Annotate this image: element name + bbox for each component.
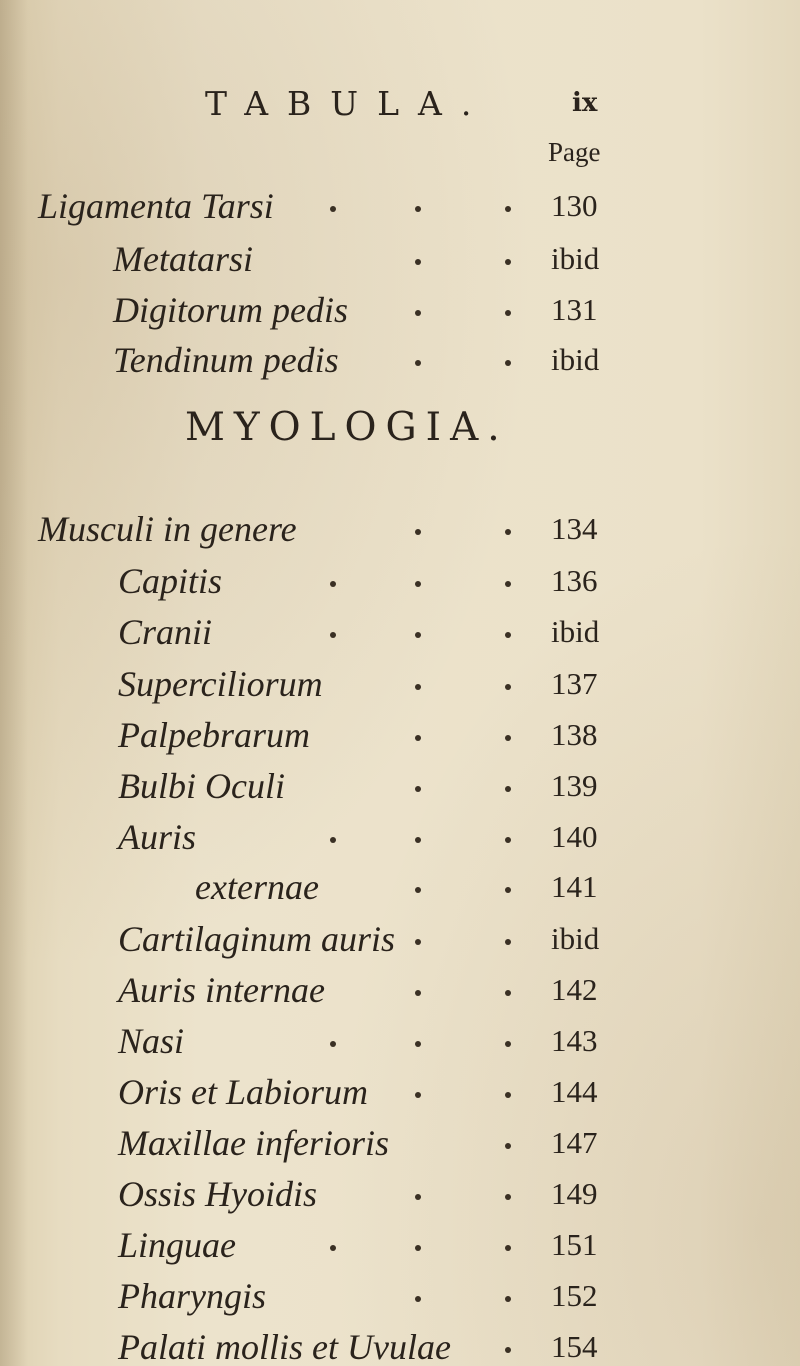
index-entry (0, 764, 800, 808)
index-entry (0, 1172, 800, 1216)
index-entry (0, 610, 800, 654)
entry-name: Ligamenta Tarsi (38, 186, 274, 226)
entry-name: Ossis Hyoidis (118, 1174, 318, 1214)
entry-name: Nasi (118, 1021, 185, 1061)
index-entry (0, 1325, 800, 1366)
entry-page-number: 140 (551, 819, 598, 854)
section-heading: MYOLOGIA. (185, 405, 509, 450)
leader-dot (505, 1041, 511, 1047)
entry-page-number: 141 (551, 869, 598, 904)
index-entry (0, 1019, 800, 1063)
entry-page-number: 154 (551, 1329, 598, 1364)
leader-dot (505, 581, 511, 587)
leader-dot (505, 1092, 511, 1098)
entry-name: Palati mollis et Uvulae (118, 1327, 451, 1366)
leader-dot (505, 939, 511, 945)
entry-page-number: 147 (551, 1125, 598, 1160)
entry-name: Digitorum pedis (113, 290, 349, 330)
leader-dot (415, 1245, 421, 1251)
entry-page-number: ibid (551, 342, 600, 377)
leader-dot (415, 310, 421, 316)
leader-dot (415, 990, 421, 996)
leader-dot (505, 990, 511, 996)
leader-dot (505, 887, 511, 893)
index-entry (0, 338, 800, 382)
leader-dot (415, 939, 421, 945)
leader-dot (330, 632, 336, 638)
entry-name: Superciliorum (118, 664, 323, 704)
leader-dot (415, 1194, 421, 1200)
leader-dot (330, 1041, 336, 1047)
leader-dot (505, 310, 511, 316)
leader-dot (505, 360, 511, 366)
leader-dot (505, 529, 511, 535)
entry-page-number: 138 (551, 717, 598, 752)
leader-dot (415, 581, 421, 587)
entry-name: externae (195, 867, 319, 907)
entry-name: Metatarsi (113, 239, 253, 279)
leader-dot (330, 206, 336, 212)
entry-page-number: 143 (551, 1023, 598, 1058)
entry-name: Bulbi Oculi (118, 766, 285, 806)
entry-name: Linguae (118, 1225, 237, 1265)
entry-page-number: 136 (551, 563, 598, 598)
leader-dot (505, 735, 511, 741)
entry-name: Auris internae (118, 970, 325, 1010)
leader-dot (505, 1143, 511, 1149)
entry-page-number: 144 (551, 1074, 598, 1109)
page-title: TABULA. (205, 84, 491, 123)
entry-page-number: 131 (551, 292, 598, 327)
entry-name: Tendinum pedis (113, 340, 339, 380)
entry-name: Auris (118, 817, 197, 857)
index-entry (0, 968, 800, 1012)
entry-page-number: 151 (551, 1227, 598, 1262)
index-entry (0, 917, 800, 961)
leader-dot (330, 581, 336, 587)
leader-dot (415, 1092, 421, 1098)
leader-dot (330, 837, 336, 843)
leader-dot (415, 837, 421, 843)
leader-dot (505, 259, 511, 265)
leader-dot (330, 1245, 336, 1251)
index-entry (0, 865, 800, 909)
leader-dot (415, 529, 421, 535)
leader-dot (415, 1296, 421, 1302)
leader-dot (415, 786, 421, 792)
entry-page-number: ibid (551, 614, 600, 649)
leader-dot (415, 887, 421, 893)
index-entry (0, 184, 800, 228)
page-column-label: Page (548, 137, 601, 167)
entry-name: Maxillae inferioris (118, 1123, 389, 1163)
leader-dot (505, 1245, 511, 1251)
leader-dot (505, 1194, 511, 1200)
entry-name: Cartilaginum auris (118, 919, 396, 959)
entry-page-number: 149 (551, 1176, 598, 1211)
index-entry (0, 237, 800, 281)
folio-number: ix (572, 88, 598, 118)
leader-dot (415, 360, 421, 366)
leader-dot (415, 259, 421, 265)
index-entry (0, 507, 800, 551)
index-entry (0, 1121, 800, 1165)
entry-page-number: 137 (551, 666, 598, 701)
leader-dot (505, 684, 511, 690)
index-entry (0, 1070, 800, 1114)
entry-page-number: 139 (551, 768, 598, 803)
leader-dot (505, 1347, 511, 1353)
leader-dot (415, 632, 421, 638)
entry-page-number: ibid (551, 241, 600, 276)
index-entry (0, 1223, 800, 1267)
leader-dot (505, 632, 511, 638)
index-entry (0, 559, 800, 603)
leader-dot (505, 786, 511, 792)
leader-dot (415, 684, 421, 690)
leader-dot (415, 1041, 421, 1047)
entry-name: Palpebrarum (118, 715, 310, 755)
leader-dot (505, 1296, 511, 1302)
entry-name: Musculi in genere (38, 509, 297, 549)
leader-dot (415, 735, 421, 741)
index-entry (0, 662, 800, 706)
entry-page-number: 142 (551, 972, 598, 1007)
entry-name: Cranii (118, 612, 213, 652)
entry-page-number: 134 (551, 511, 598, 546)
entry-name: Pharyngis (118, 1276, 266, 1316)
entry-page-number: 130 (551, 188, 598, 223)
index-entry (0, 713, 800, 757)
index-entry (0, 1274, 800, 1318)
entry-page-number: ibid (551, 921, 600, 956)
leader-dot (505, 206, 511, 212)
entry-name: Capitis (118, 561, 223, 601)
index-entry (0, 288, 800, 332)
entry-page-number: 152 (551, 1278, 598, 1313)
index-entry (0, 815, 800, 859)
leader-dot (505, 837, 511, 843)
leader-dot (415, 206, 421, 212)
entry-name: Oris et Labiorum (118, 1072, 369, 1112)
